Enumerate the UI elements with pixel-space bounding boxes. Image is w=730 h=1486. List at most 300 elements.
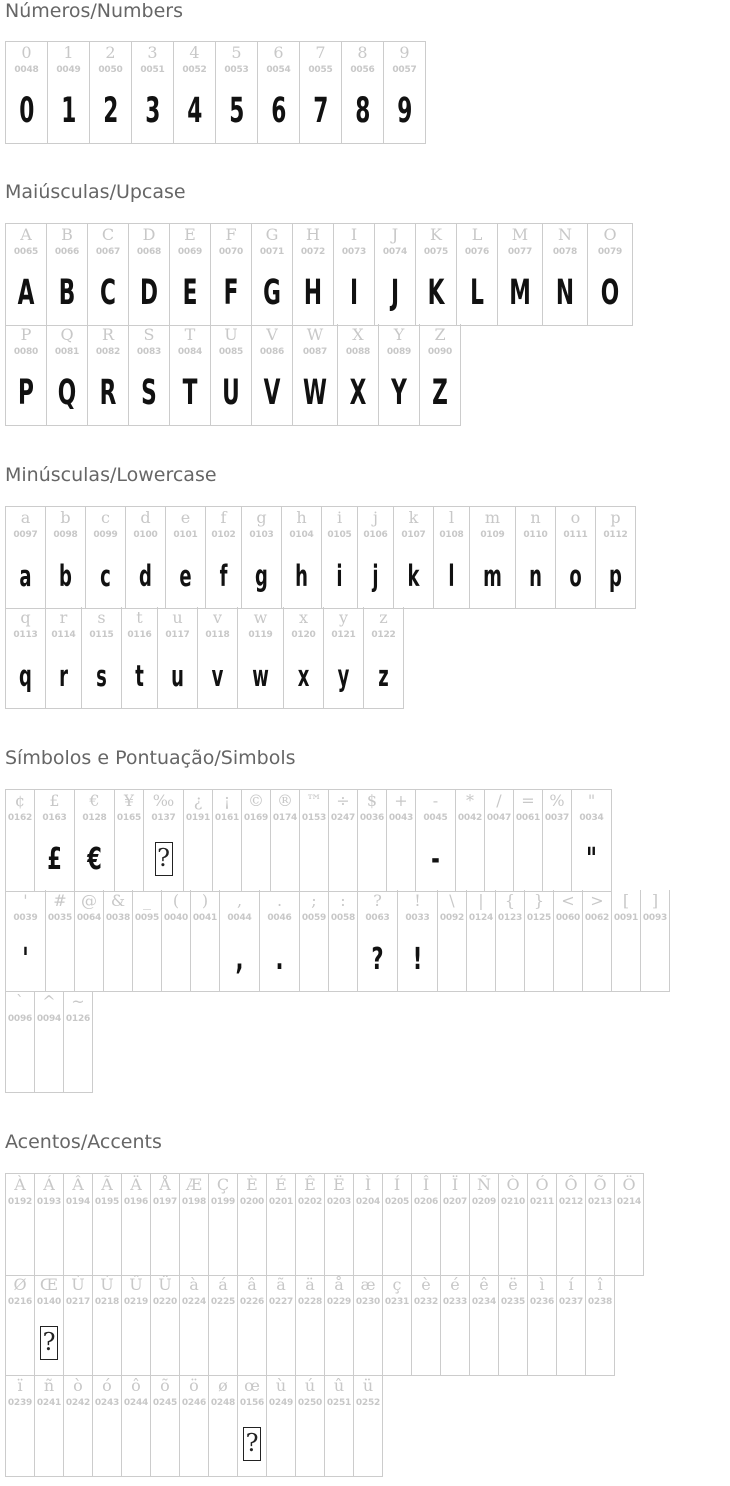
glyph-cell — [354, 1375, 383, 1476]
glyph-code: 0084 — [177, 347, 203, 357]
glyph-character: Y — [393, 325, 405, 344]
glyph-sample-text: c — [100, 559, 111, 593]
glyph-character: © — [248, 791, 264, 810]
glyph-character: ê — [479, 1275, 489, 1294]
glyph-sample-text: W — [303, 373, 327, 413]
glyph-sample-text: f — [219, 559, 228, 593]
glyph-character: d — [140, 508, 151, 527]
glyph-sample-text: € — [87, 841, 102, 877]
font-glyph-sample — [55, 270, 80, 316]
glyph-code: 0122 — [371, 630, 396, 640]
glyph-character: ( — [172, 891, 180, 910]
glyph-code: 0090 — [427, 347, 453, 357]
glyph-character: Ê — [304, 1175, 316, 1194]
glyph-cell — [180, 1174, 209, 1275]
glyph-character: J — [391, 225, 399, 244]
glyph-cell — [543, 224, 588, 325]
glyph-cell — [6, 1174, 35, 1275]
font-glyph-sample — [137, 270, 162, 316]
glyph-code: 0244 — [123, 1398, 149, 1408]
glyph-character: ö — [189, 1376, 199, 1395]
glyph-code: 0060 — [555, 913, 581, 923]
glyph-sample-text: J — [390, 273, 400, 313]
glyph-sample-text: q — [19, 659, 32, 693]
glyph-cell — [238, 1375, 267, 1476]
glyph-character: ù — [275, 1376, 287, 1395]
glyph-code: 0230 — [355, 1297, 381, 1307]
glyph-character: R — [101, 325, 115, 344]
glyph-character: ¢ — [14, 791, 26, 810]
section-title-accents: Acentos/Accents — [5, 1131, 162, 1153]
glyph-code: 0200 — [239, 1197, 265, 1207]
glyph-character: i — [336, 508, 343, 527]
glyph-sample-text: k — [407, 559, 420, 593]
glyph-character: Ù — [71, 1275, 85, 1294]
glyph-code: 0245 — [152, 1398, 178, 1408]
glyph-character: Ó — [535, 1175, 549, 1194]
glyph-code: 0250 — [297, 1398, 323, 1408]
glyph-code: 0156 — [239, 1398, 265, 1408]
glyph-character: 1 — [63, 43, 74, 62]
missing-glyph-icon — [35, 1320, 63, 1366]
glyph-sample-text: s — [96, 659, 107, 693]
glyph-cell — [238, 1274, 267, 1375]
font-glyph-sample — [178, 270, 203, 316]
glyph-cell — [35, 1174, 64, 1275]
glyph-cell — [252, 324, 293, 425]
glyph-code: 0097 — [13, 530, 38, 540]
glyph-sample-text: ' — [22, 941, 29, 977]
glyph-code: 0106 — [363, 530, 388, 540]
glyph-code: 0054 — [266, 65, 291, 75]
glyph-code: 0162 — [7, 813, 33, 823]
font-glyph-sample — [224, 88, 249, 134]
glyph-code: 0073 — [341, 247, 367, 257]
glyph-cell — [293, 224, 334, 325]
glyph-character: € — [89, 791, 100, 810]
glyph-cell — [6, 1274, 35, 1375]
glyph-character: V — [266, 325, 278, 344]
glyph-cell — [554, 890, 583, 991]
glyph-cell — [6, 607, 46, 708]
glyph-cell — [496, 890, 525, 991]
glyph-character: e — [180, 508, 191, 527]
font-glyph-sample — [219, 370, 244, 416]
glyph-cell — [470, 1174, 499, 1275]
glyph-cell — [498, 224, 543, 325]
glyph-cell — [557, 1274, 586, 1375]
glyph-cell — [6, 991, 35, 1092]
glyph-code: 0112 — [603, 530, 628, 540]
glyph-cell — [296, 1375, 325, 1476]
glyph-character: Ñ — [477, 1175, 491, 1194]
font-glyph-sample — [364, 936, 391, 982]
glyph-sample-text: V — [263, 373, 281, 413]
glyph-character: j — [373, 508, 378, 527]
glyph-row — [5, 41, 426, 144]
glyph-character: á — [218, 1275, 228, 1294]
font-glyph-sample — [563, 553, 587, 599]
glyph-code: 0236 — [529, 1297, 555, 1307]
glyph-code: 0224 — [181, 1297, 207, 1307]
glyph-character: Ú — [100, 1275, 114, 1294]
section-title-upcase: Maiúsculas/Upcase — [5, 181, 186, 203]
glyph-sample-text: - — [431, 841, 440, 877]
glyph-code: 0198 — [181, 1197, 207, 1207]
glyph-cell — [35, 1375, 64, 1476]
glyph-sample-text: a — [19, 559, 32, 593]
glyph-character: ; — [311, 891, 317, 910]
glyph-cell — [296, 1174, 325, 1275]
glyph-character: ? — [373, 891, 382, 910]
glyph-code: 0091 — [613, 913, 639, 923]
glyph-character: 8 — [357, 43, 368, 62]
glyph-cell — [441, 1274, 470, 1375]
glyph-code: 0247 — [330, 813, 356, 823]
glyph-character: s — [97, 608, 106, 627]
glyph-character: Õ — [593, 1175, 607, 1194]
glyph-sample-text: 5 — [229, 91, 244, 131]
glyph-cell — [398, 890, 438, 991]
glyph-character: ú — [304, 1376, 316, 1395]
font-glyph-sample — [479, 553, 507, 599]
glyph-code: 0174 — [272, 813, 298, 823]
font-glyph-sample — [424, 270, 449, 316]
glyph-code: 0089 — [386, 347, 412, 357]
font-glyph-sample — [365, 553, 387, 599]
glyph-row — [5, 223, 633, 326]
glyph-cell — [499, 1174, 528, 1275]
glyph-code: 0217 — [65, 1297, 91, 1307]
glyph-cell — [170, 224, 211, 325]
glyph-cell — [375, 224, 416, 325]
glyph-cell — [358, 507, 394, 608]
glyph-character: Û — [129, 1275, 143, 1294]
glyph-cell — [325, 1174, 354, 1275]
glyph-code: 0098 — [53, 530, 78, 540]
glyph-cell — [338, 324, 379, 425]
glyph-character: Ø — [13, 1275, 27, 1294]
glyph-code: 0070 — [218, 247, 244, 257]
glyph-character: g — [256, 508, 267, 527]
glyph-cell — [47, 324, 88, 425]
glyph-cell — [252, 224, 293, 325]
glyph-cell — [412, 1174, 441, 1275]
glyph-character: ~ — [71, 992, 85, 1011]
glyph-character: Í — [393, 1175, 401, 1194]
glyph-code: 0116 — [127, 630, 152, 640]
glyph-cell — [612, 890, 641, 991]
glyph-cell — [220, 890, 260, 991]
glyph-character: à — [189, 1275, 199, 1294]
glyph-cell — [260, 890, 300, 991]
font-glyph-sample — [383, 270, 408, 316]
font-glyph-sample — [551, 270, 578, 316]
glyph-cell — [384, 42, 426, 143]
glyph-cell — [364, 607, 404, 708]
glyph-sample-text: i — [336, 559, 343, 593]
glyph-code: 0243 — [94, 1398, 120, 1408]
glyph-cell — [104, 890, 133, 991]
glyph-code: 0110 — [523, 530, 548, 540]
missing-glyph-icon — [144, 836, 183, 882]
glyph-cell — [6, 790, 35, 891]
glyph-character: , — [236, 891, 243, 910]
glyph-character: + — [394, 791, 408, 810]
glyph-character: ü — [362, 1376, 374, 1395]
font-glyph-sample — [226, 936, 253, 982]
glyph-code: 0238 — [587, 1297, 613, 1307]
glyph-character: 6 — [273, 43, 284, 62]
glyph-code: 0114 — [51, 630, 76, 640]
glyph-code: 0216 — [7, 1297, 33, 1307]
glyph-sample-text: b — [59, 559, 72, 593]
glyph-character: ¥ — [123, 791, 135, 810]
glyph-character: È — [246, 1175, 258, 1194]
glyph-cell — [528, 1174, 557, 1275]
glyph-code: 0203 — [326, 1197, 352, 1207]
glyph-cell — [470, 507, 516, 608]
glyph-character: ¿ — [193, 791, 203, 810]
glyph-character: õ — [160, 1376, 170, 1395]
glyph-cell — [184, 790, 213, 891]
glyph-sample-text: £ — [47, 841, 62, 877]
glyph-sample-text: X — [349, 373, 367, 413]
glyph-code: 0235 — [500, 1297, 526, 1307]
glyph-character: S — [143, 325, 155, 344]
font-glyph-sample — [523, 553, 547, 599]
glyph-code: 0117 — [165, 630, 190, 640]
glyph-cell — [64, 991, 93, 1092]
glyph-code: 0207 — [442, 1197, 468, 1207]
glyph-code: 0036 — [359, 813, 385, 823]
glyph-cell — [158, 607, 198, 708]
glyph-character: B — [61, 225, 73, 244]
glyph-sample-text: o — [569, 559, 582, 593]
glyph-character: D — [142, 225, 156, 244]
glyph-code: 0242 — [65, 1398, 91, 1408]
glyph-character: y — [338, 608, 349, 627]
glyph-cell — [86, 507, 126, 608]
font-glyph-sample — [346, 370, 371, 416]
font-glyph-sample — [401, 553, 425, 599]
glyph-code: 0092 — [439, 913, 465, 923]
font-glyph-sample — [55, 370, 80, 416]
glyph-cell — [170, 324, 211, 425]
glyph-code: 0095 — [134, 913, 160, 923]
glyph-code: 0044 — [227, 913, 252, 923]
glyph-cell — [383, 1274, 412, 1375]
glyph-cell — [528, 1274, 557, 1375]
glyph-cell — [334, 224, 375, 325]
glyph-sample-text: n — [529, 559, 542, 593]
glyph-sample-text: 9 — [397, 91, 412, 131]
glyph-code: 0219 — [123, 1297, 149, 1307]
glyph-character: r — [59, 608, 68, 627]
glyph-code: 0126 — [65, 1014, 91, 1024]
glyph-character: m — [484, 508, 501, 527]
glyph-character: û — [333, 1376, 345, 1395]
glyph-sample-text: , — [235, 941, 244, 977]
glyph-cell — [383, 1174, 412, 1275]
glyph-character: v — [212, 608, 223, 627]
glyph-character: 9 — [399, 43, 410, 62]
glyph-code: 0123 — [497, 913, 523, 923]
glyph-sample-text: M — [509, 273, 531, 313]
font-glyph-sample — [182, 88, 207, 134]
glyph-cell — [35, 1274, 64, 1375]
font-glyph-sample — [329, 553, 351, 599]
glyph-code: 0062 — [584, 913, 610, 923]
glyph-character: £ — [49, 791, 60, 810]
glyph-character: C — [101, 225, 115, 244]
glyph-code: 0094 — [36, 1014, 62, 1024]
font-glyph-sample — [404, 936, 431, 982]
glyph-cell — [441, 1174, 470, 1275]
glyph-sample-text: l — [448, 559, 455, 593]
glyph-code: 0069 — [177, 247, 203, 257]
glyph-character: ™ — [306, 791, 322, 810]
glyph-character: T — [184, 325, 196, 344]
glyph-code: 0202 — [297, 1197, 323, 1207]
glyph-code: 0227 — [268, 1297, 294, 1307]
glyph-character: " — [587, 791, 596, 810]
glyph-cell — [48, 42, 90, 143]
glyph-character: H — [306, 225, 320, 244]
glyph-cell — [267, 1274, 296, 1375]
glyph-cell — [151, 1274, 180, 1375]
font-glyph-sample — [173, 553, 197, 599]
glyph-cell — [46, 890, 75, 991]
glyph-character: l — [448, 508, 455, 527]
glyph-code: 0086 — [259, 347, 285, 357]
glyph-sample-text: I — [349, 273, 359, 313]
glyph-code: 0075 — [423, 247, 449, 257]
glyph-sample-text: U — [222, 373, 240, 413]
glyph-cell — [438, 890, 467, 991]
glyph-row — [5, 506, 636, 609]
glyph-cell — [543, 790, 572, 891]
glyph-code: 0108 — [439, 530, 464, 540]
glyph-sample-text: 1 — [61, 91, 76, 131]
glyph-code: 0161 — [214, 813, 240, 823]
glyph-character: Œ — [39, 1275, 59, 1294]
glyph-cell — [93, 1274, 122, 1375]
font-glyph-sample — [301, 270, 326, 316]
glyph-code: 0039 — [13, 913, 38, 923]
glyph-cell — [242, 790, 271, 891]
glyph-character: c — [101, 508, 110, 527]
glyph-cell — [271, 790, 300, 891]
font-glyph-sample — [56, 88, 81, 134]
glyph-sample-text: D — [139, 273, 159, 313]
glyph-cell — [583, 890, 612, 991]
glyph-cell — [211, 324, 252, 425]
glyph-code: 0063 — [365, 913, 390, 923]
glyph-sample-text: x — [297, 659, 310, 693]
glyph-sample-text: u — [171, 659, 184, 693]
glyph-code: 0231 — [384, 1297, 410, 1307]
glyph-code: 0078 — [552, 247, 578, 257]
glyph-character: é — [450, 1275, 460, 1294]
glyph-character: O — [603, 225, 617, 244]
glyph-character: Ü — [158, 1275, 172, 1294]
font-glyph-sample — [133, 553, 157, 599]
glyph-code: 0246 — [181, 1398, 207, 1408]
glyph-sample-text: w — [252, 659, 269, 693]
glyph-sample-text: P — [18, 373, 34, 413]
glyph-code: 0107 — [401, 530, 426, 540]
glyph-character: A — [20, 225, 32, 244]
glyph-code: 0080 — [13, 347, 39, 357]
glyph-code: 0241 — [36, 1398, 62, 1408]
glyph-character: Æ — [185, 1175, 202, 1194]
glyph-cell — [191, 890, 220, 991]
glyph-character: Â — [72, 1175, 84, 1194]
glyph-cell — [82, 607, 122, 708]
glyph-row — [5, 991, 93, 1093]
glyph-sample-text: C — [100, 273, 116, 313]
glyph-cell — [354, 1274, 383, 1375]
font-glyph-sample — [260, 370, 285, 416]
glyph-character: Ë — [333, 1175, 345, 1194]
glyph-sample-text: ? — [155, 842, 173, 876]
glyph-code: 0093 — [642, 913, 668, 923]
glyph-character: Z — [434, 325, 446, 344]
glyph-cell — [132, 42, 174, 143]
font-glyph-sample — [53, 653, 75, 699]
glyph-cell — [6, 1375, 35, 1476]
font-glyph-sample — [14, 370, 39, 416]
glyph-code: 0037 — [544, 813, 570, 823]
glyph-cell — [46, 607, 82, 708]
glyph-cell — [151, 1375, 180, 1476]
glyph-code: 0105 — [327, 530, 352, 540]
glyph-character: Î — [422, 1175, 430, 1194]
font-glyph-sample — [12, 936, 39, 982]
glyph-character: Å — [159, 1175, 171, 1194]
glyph-cell — [572, 790, 612, 891]
glyph-row — [5, 1274, 615, 1376]
glyph-sample-text: m — [483, 559, 502, 593]
glyph-cell — [282, 507, 322, 608]
glyph-character: M — [511, 225, 529, 244]
glyph-code: 0140 — [36, 1297, 62, 1307]
glyph-code: 0034 — [579, 813, 604, 823]
font-glyph-sample — [247, 653, 275, 699]
font-glyph-sample — [96, 270, 121, 316]
font-glyph-sample — [578, 836, 605, 882]
glyph-character: ÷ — [336, 791, 350, 810]
glyph-code: 0074 — [382, 247, 408, 257]
glyph-character: I — [350, 225, 358, 244]
glyph-character: t — [136, 608, 143, 627]
glyph-code: 0077 — [507, 247, 533, 257]
glyph-cell — [47, 224, 88, 325]
glyph-character: = — [521, 791, 535, 810]
glyph-cell — [64, 1174, 93, 1275]
glyph-code: 0113 — [13, 630, 38, 640]
glyph-cell — [467, 890, 496, 991]
glyph-character: b — [60, 508, 71, 527]
font-glyph-sample — [422, 836, 449, 882]
glyph-sample-text: S — [141, 373, 157, 413]
glyph-cell — [88, 224, 129, 325]
glyph-character: ¡ — [223, 791, 231, 810]
glyph-code: 0099 — [93, 530, 118, 540]
glyph-character: h — [296, 508, 307, 527]
glyph-code: 0056 — [350, 65, 375, 75]
